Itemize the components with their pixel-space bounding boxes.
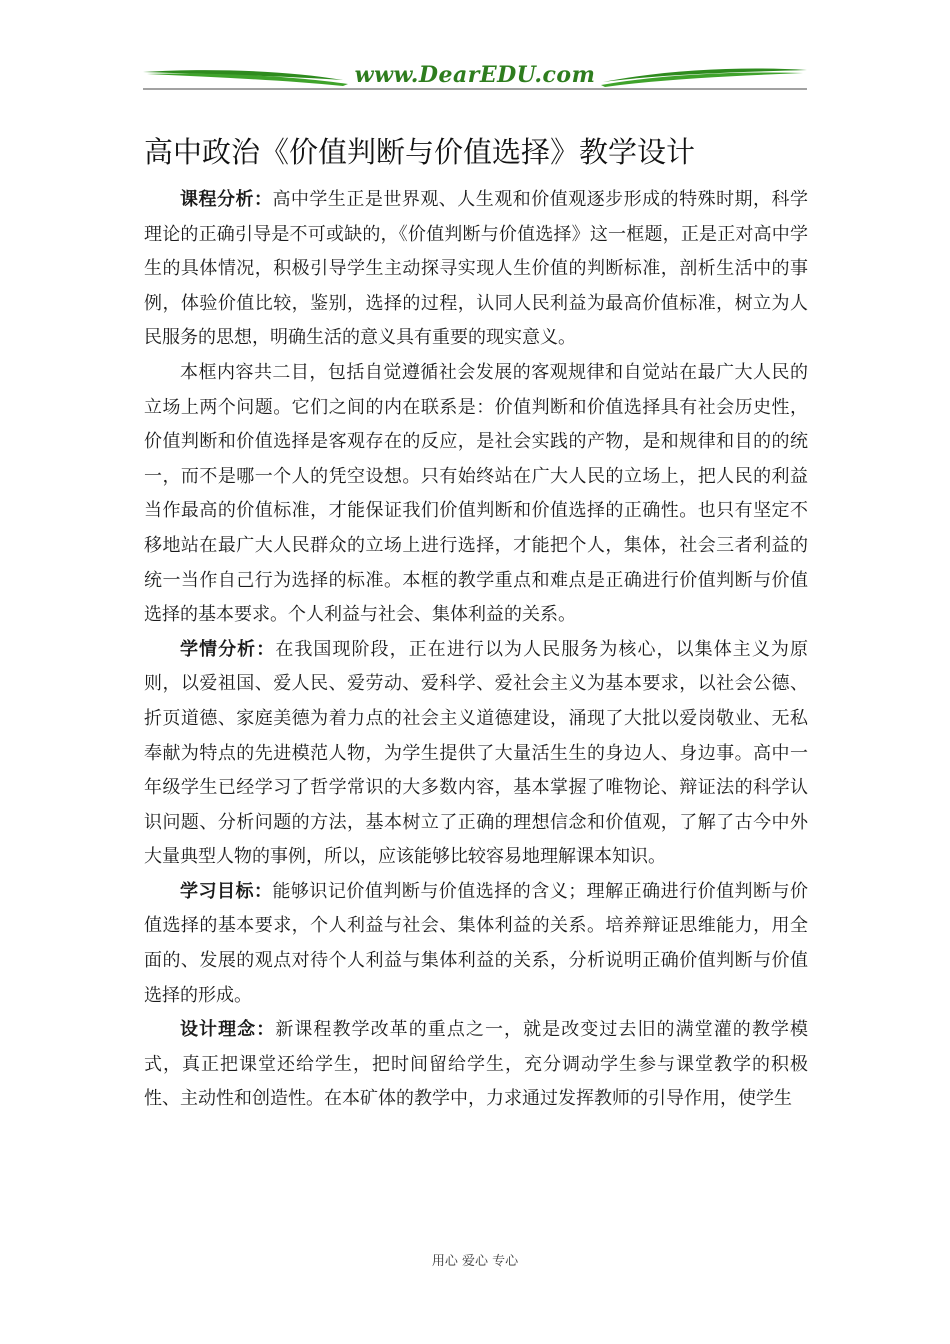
page-footer: 用心 爱心 专心: [431, 1254, 519, 1269]
paragraph-student-analysis: [144, 633, 808, 875]
paragraph-label: 学情分析：: [180, 638, 276, 660]
document-body: [144, 183, 808, 1117]
paragraph-learning-goals: [144, 875, 808, 1013]
site-header: [143, 60, 807, 94]
paragraph-content-overview: [144, 356, 808, 633]
paragraph-text: 高中学生正是世界观、人生观和价值观逐步形成的特殊时期，科学理论的正确引导是不可或缺的，《价值判断与价值选择》这一框题，正是正对高中学生的具体情况，积极引导学生主动探寻实现人生价值的判断标准，剖析生活中的事例，体验价值比较，鉴别，选择的过程，认同人民利益为最高价值标准，树立为人民服务的思想，明确生活的意义具有重要的现实意义。: [144, 189, 809, 349]
paragraph-label: 课程分析：: [180, 189, 273, 210]
paragraph-text: 在我国现阶段，正在进行以为人民服务为核心，以集体主义为原则，以爱祖国、爱人民、爱劳动、爱科学、爱社会主义为基本要求，以社会公德、折页道德、家庭美德为着力点的社会主义道德建设，涌现了大批以爱岗敬业、无私奉献为特点的先进模范人物，为学生提供了大量活生生的身边人、身边事。高中一年级学生已经学习了哲学常识的大多数内容，基本掌握了唯物论、辩证法的科学认识问题、分析问题的方法，基本树立了正确的理想信念和价值观，了解了古今中外大量典型人物的事例，所以，应该能够比较容易地理解课本知识。: [144, 638, 808, 868]
paragraph-label: 学习目标：: [180, 880, 273, 902]
paragraph-text: 新课程教学改革的重点之一，就是改变过去旧的满堂灌的教学模式，真正把课堂还给学生，把时间留给学生，充分调动学生参与课堂教学的积极性、主动性和创造性。在本矿体的教学中，力求通过发挥教师的引导作用，使学生: [144, 1019, 808, 1110]
paragraph-design-concept: [144, 1013, 808, 1117]
site-logo-text: www.DearEDU.com: [354, 62, 596, 88]
paragraph-course-analysis: [144, 183, 808, 356]
paragraph-text: 本框内容共二目，包括自觉遵循社会发展的客观规律和自觉站在最广大人民的立场上两个问题。它们之间的内在联系是：价值判断和价值选择具有社会历史性，价值判断和价值选择是客观存在的反应，是社会实践的产物，是和规律和目的的统一，而不是哪一个人的凭空设想。只有始终站在广大人民的立场上，把人民的利益当作最高的价值标准，才能保证我们价值判断和价值选择的正确性。也只有坚定不移地站在最广大人民群众的立场上进行选择，才能把个人，集体，社会三者利益的统一当作自己行为选择的标准。本框的教学重点和难点是正确进行价值判断与价值选择的基本要求。个人利益与社会、集体利益的关系。: [144, 361, 808, 626]
page-title: 高中政治《价值判断与价值选择》教学设计: [144, 135, 696, 169]
paragraph-text: 能够识记价值判断与价值选择的含义；理解正确进行价值判断与价值选择的基本要求，个人利益与社会、集体利益的关系。培养辩证思维能力，用全面的、发展的观点对待个人利益与集体利益的关系，分析说明正确价值判断与价值选择的形成。: [144, 880, 809, 1006]
paragraph-label: 设计理念：: [180, 1019, 276, 1041]
